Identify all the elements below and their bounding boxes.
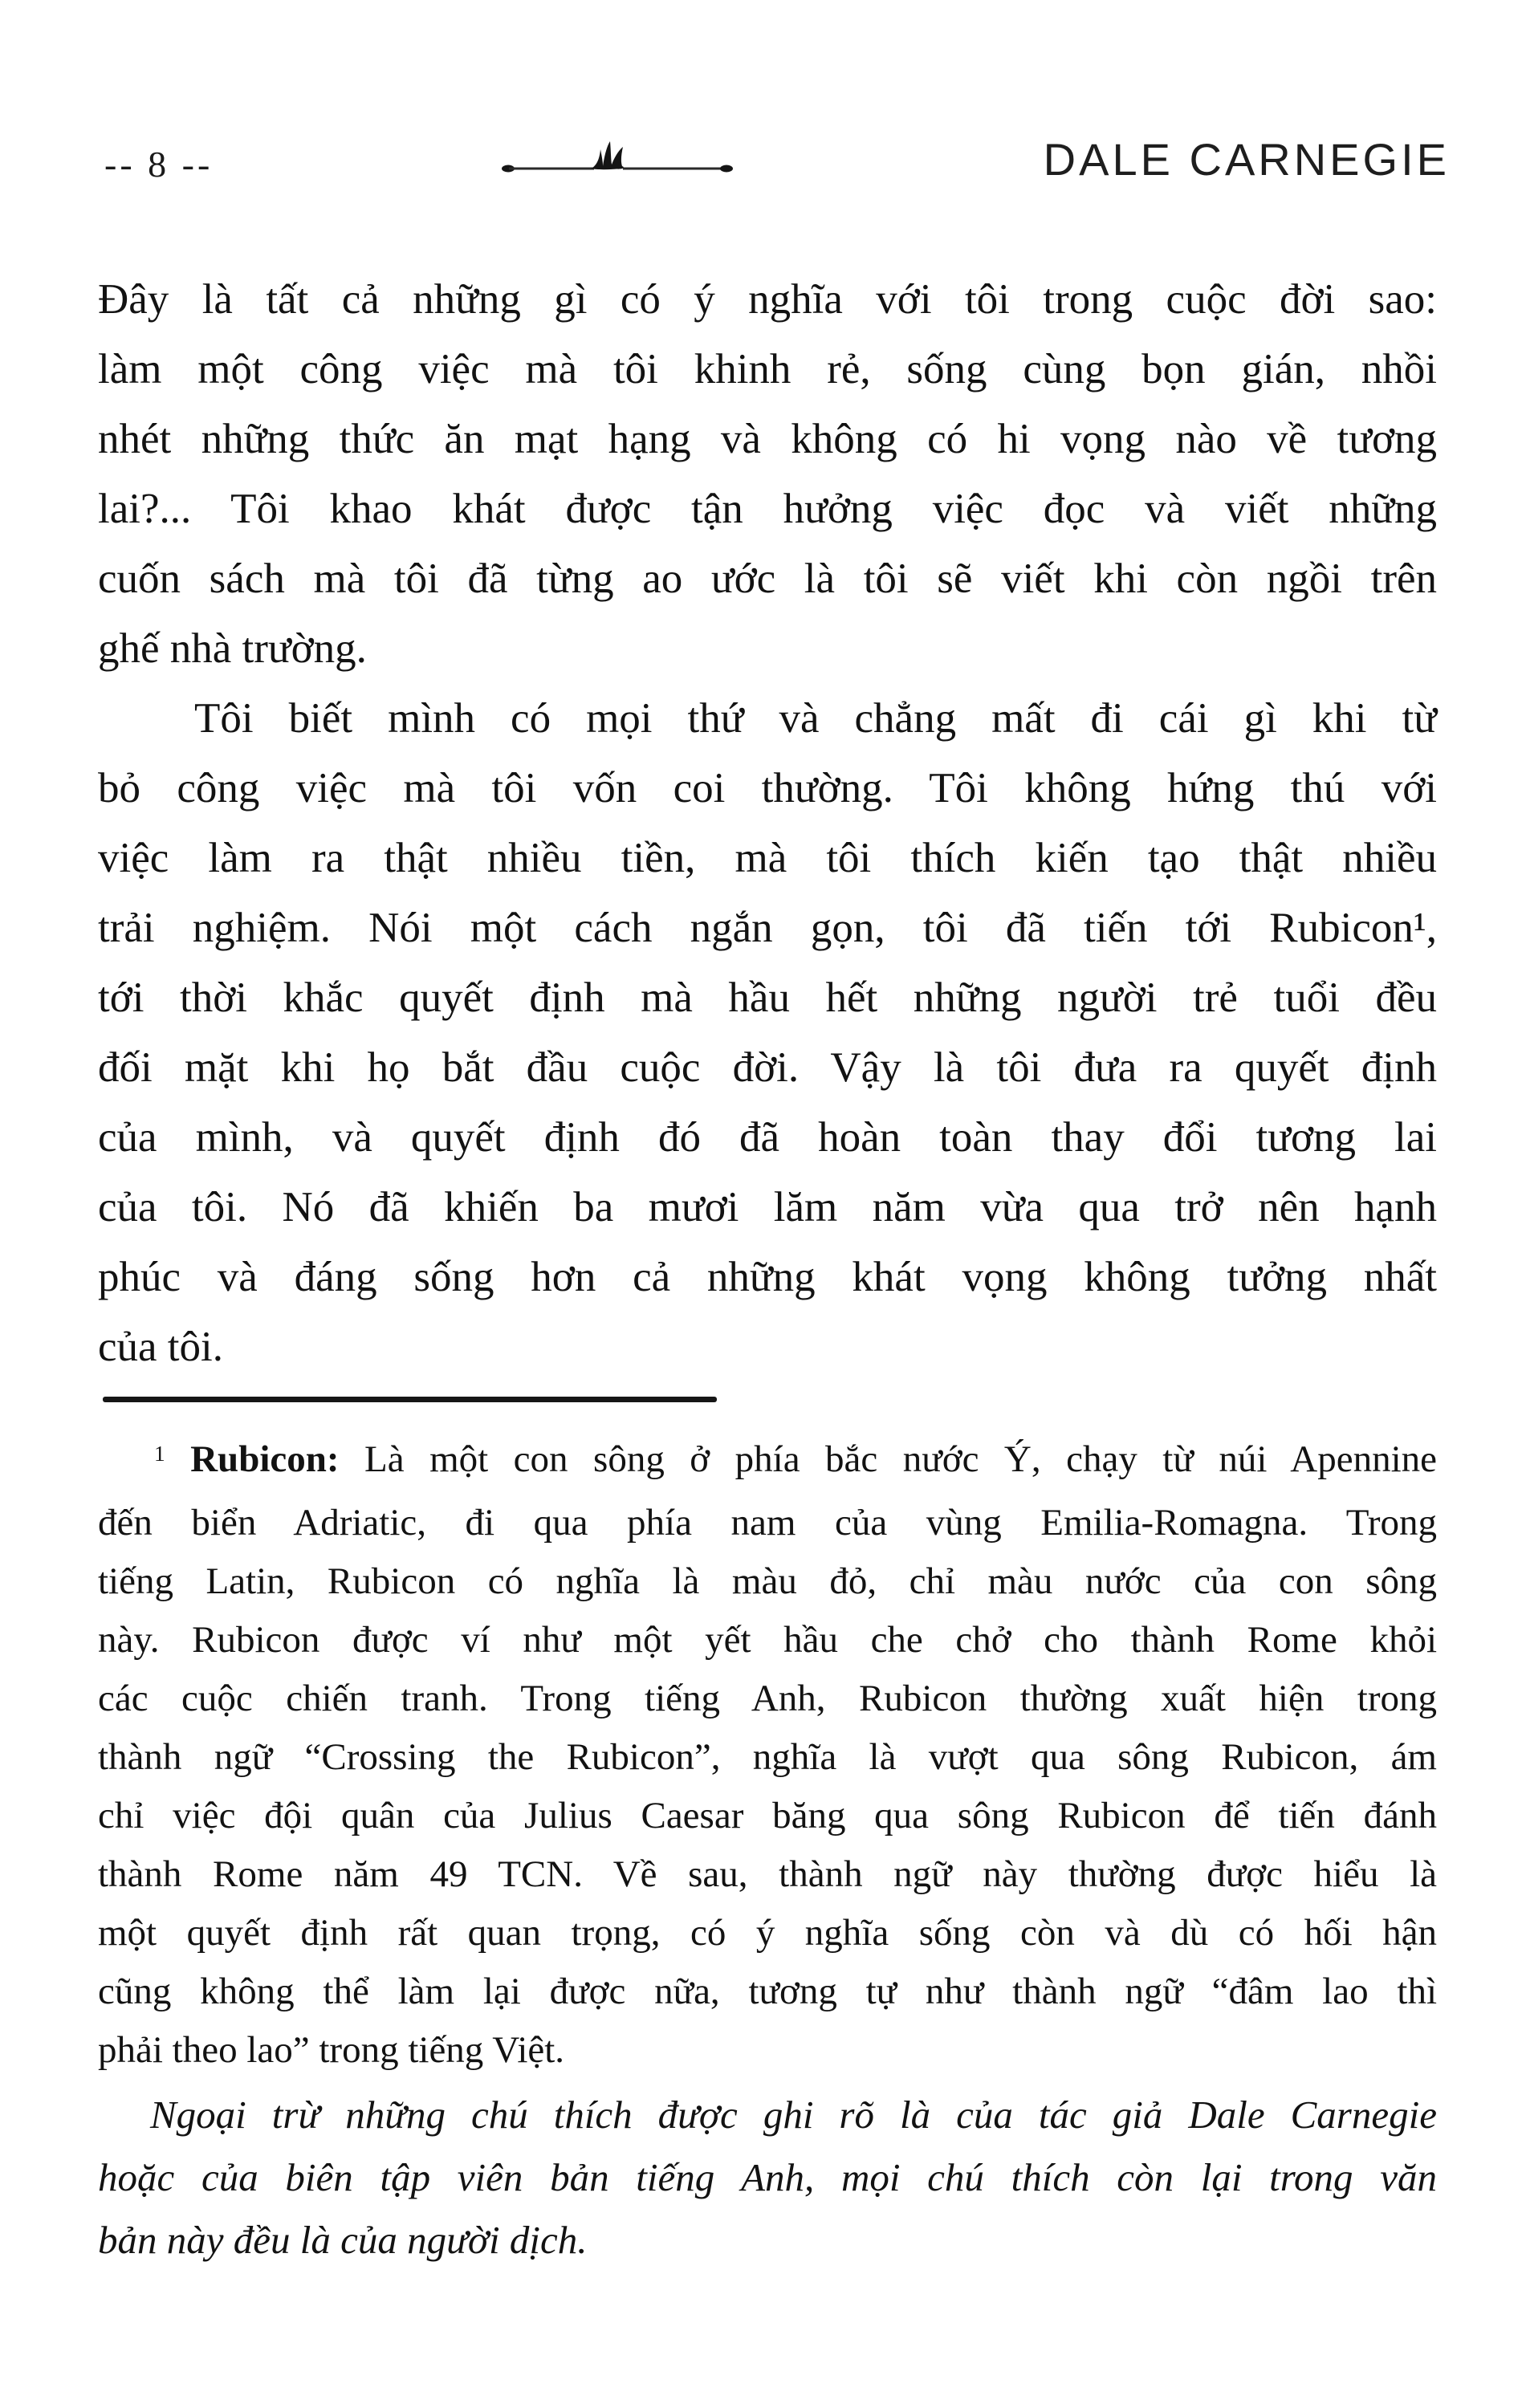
body-line: lai?... Tôi khao khát được tận hưởng việc đọc và viết những (98, 486, 1437, 532)
body-line: ghế nhà trường. (98, 625, 367, 672)
body-line: Tôi biết mình có mọi thứ và chẳng mất đi cái gì khi từ (194, 695, 1437, 742)
footnote-line: chỉ việc đội quân của Julius Caesar băng qua sông Rubicon để tiến đánh (98, 1795, 1437, 1837)
author-header: DALE CARNEGIE (1043, 134, 1450, 185)
body-line: tới thời khắc quyết định mà hầu hết những người trẻ tuổi đều (98, 974, 1437, 1021)
body-line: nhét những thức ăn mạt hạng và không có hi vọng nào về tương (98, 416, 1437, 462)
footnote-line: thành ngữ “Crossing the Rubicon”, nghĩa là vượt qua sông Rubicon, ám (98, 1736, 1437, 1778)
body-line: của tôi. Nó đã khiến ba mươi lăm năm vừa qua trở nên hạnh (98, 1184, 1437, 1230)
footnote-line: tiếng Latin, Rubicon có nghĩa là màu đỏ, chỉ màu nước của con sông (98, 1560, 1437, 1602)
footnote-line: các cuộc chiến tranh. Trong tiếng Anh, Rubicon thường xuất hiện trong (98, 1678, 1437, 1719)
footnote-line: phải theo lao” trong tiếng Việt. (98, 2029, 565, 2071)
body-line: Đây là tất cả những gì có ý nghĩa với tôi trong cuộc đời sao: (98, 276, 1437, 323)
note-line: bản này đều là của người dịch. (98, 2218, 588, 2262)
body-line: cuốn sách mà tôi đã từng ao ước là tôi sẽ viết khi còn ngồi trên (98, 555, 1437, 602)
body-line: của tôi. (98, 1324, 223, 1370)
body-line: của mình, và quyết định đó đã hoàn toàn thay đổi tương lai (98, 1114, 1437, 1161)
note-line: Ngoại trừ những chú thích được ghi rõ là của tác giả Dale Carnegie (150, 2093, 1437, 2137)
note-line: hoặc của biên tập viên bản tiếng Anh, mọi chú thích còn lại trong văn (98, 2155, 1437, 2199)
footnote-term: Rubicon: (190, 1438, 340, 1480)
footnote (98, 1430, 1437, 2080)
body-line: trải nghiệm. Nói một cách ngắn gọn, tôi đã tiến tới Rubicon¹, (98, 905, 1437, 951)
body-line: phúc và đáng sống hơn cả những khát vọng không tưởng nhất (98, 1254, 1437, 1300)
footnote-line (98, 1430, 1437, 1494)
body-line: việc làm ra thật nhiều tiền, mà tôi thích kiến tạo thật nhiều (98, 835, 1437, 881)
footnote-separator (103, 1397, 717, 1402)
leaf-flourish-divider-icon (501, 136, 734, 181)
footnote-line: này. Rubicon được ví như một yết hầu che chở cho thành Rome khỏi (98, 1619, 1437, 1661)
body-line: làm một công việc mà tôi khinh rẻ, sống cùng bọn gián, nhồi (98, 346, 1437, 393)
footnote-line: thành Rome năm 49 TCN. Về sau, thành ngữ này thường được hiểu là (98, 1853, 1437, 1895)
page-number: -- 8 -- (104, 144, 214, 185)
footnote-text: Là một con sông ở phía bắc nước Ý, chạy từ núi Apennine (364, 1438, 1437, 1480)
body-line: đối mặt khi họ bắt đầu cuộc đời. Vậy là tôi đưa ra quyết định (98, 1044, 1437, 1091)
footnote-line: cũng không thể làm lại được nữa, tương tự như thành ngữ “đâm lao thì (98, 1971, 1437, 2012)
footnote-marker: 1 (154, 1441, 165, 1466)
footnote-line: đến biển Adriatic, đi qua phía nam của vùng Emilia-Romagna. Trong (98, 1502, 1437, 1544)
body-text (98, 265, 1437, 1382)
body-line: bỏ công việc mà tôi vốn coi thường. Tôi không hứng thú với (98, 765, 1437, 811)
footnote-line: một quyết định rất quan trọng, có ý nghĩa sống còn và dù có hối hận (98, 1912, 1437, 1954)
translator-note (98, 2084, 1437, 2272)
